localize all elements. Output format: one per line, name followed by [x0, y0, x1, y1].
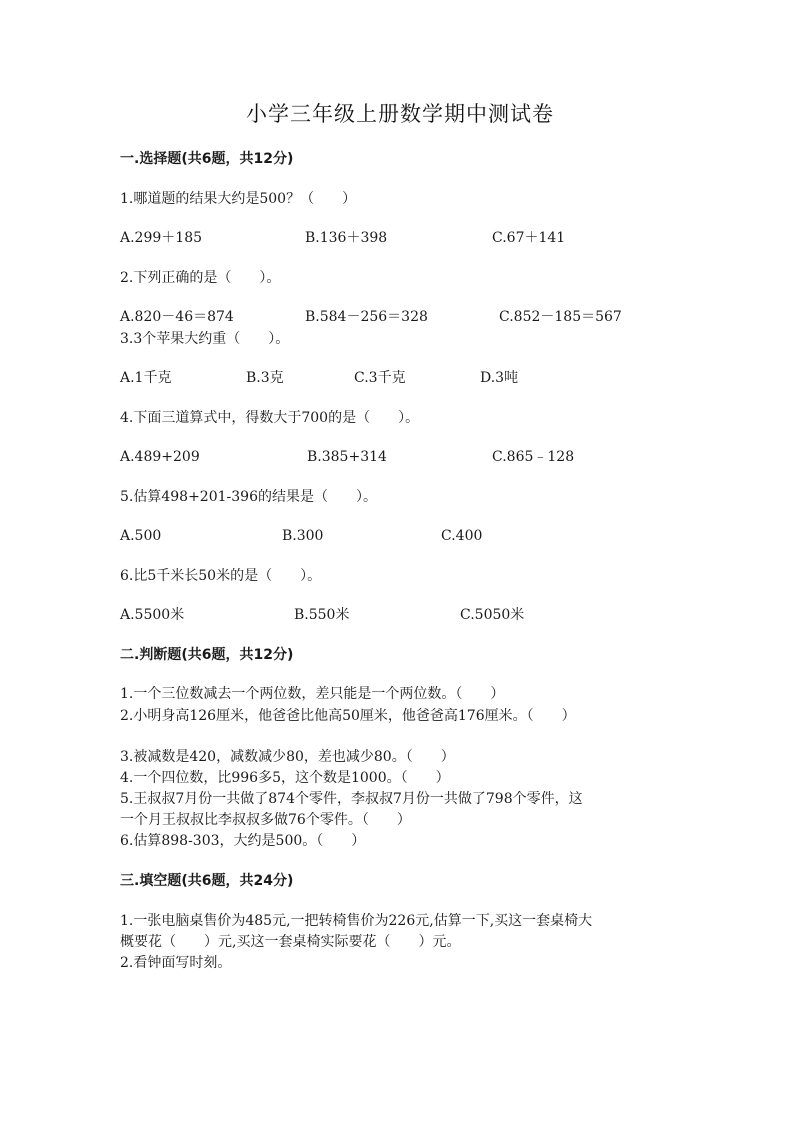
fill-line: 概要花（ ）元,买这一套桌椅实际要花（ ）元。 — [120, 934, 461, 950]
option-b: B.3克 — [246, 370, 284, 386]
option-c: C.400 — [441, 528, 483, 544]
option-c: C.67＋141 — [492, 230, 566, 246]
option-c: C.865﹣128 — [492, 449, 575, 465]
statement-line: 一个月王叔叔比李叔叔多做76个零件。（ ） — [120, 812, 411, 828]
section-heading-choice: 一.选择题(共6题，共12分) — [120, 151, 294, 167]
option-a: A.489+209 — [120, 449, 200, 465]
question-text: 4.下面三道算式中，得数大于700的是（ ）。 — [120, 410, 420, 426]
statement-line: 5.王叔叔7月份一共做了874个零件，李叔叔7月份一共做了798个零件，这 — [120, 791, 583, 807]
statement-line: 2.小明身高126厘米，他爸爸比他高50厘米，他爸爸高176厘米。（ ） — [120, 708, 576, 724]
option-d: D.3吨 — [480, 370, 519, 386]
option-c: C.3千克 — [354, 370, 406, 386]
page-title: 小学三年级上册数学期中测试卷 — [246, 102, 554, 126]
option-b: B.385+314 — [307, 449, 387, 465]
fill-line: 2.看钟面写时刻。 — [120, 955, 232, 971]
option-c: C.5050米 — [460, 607, 525, 623]
question-text: 6.比5千米长50米的是（ ）。 — [120, 568, 322, 584]
question-text: 2.下列正确的是（ ）。 — [120, 270, 281, 286]
option-b: B.136＋398 — [305, 230, 388, 246]
option-b: B.300 — [282, 528, 324, 544]
option-a: A.1千克 — [120, 370, 172, 386]
statement-line: 6.估算898-303，大约是500。（ ） — [120, 833, 366, 849]
question-text: 3.3个苹果大约重（ ）。 — [120, 331, 290, 347]
question-text: 1.哪道题的结果大约是500？（ ） — [120, 191, 357, 207]
question-text: 5.估算498+201-396的结果是（ ）。 — [120, 489, 377, 505]
fill-line: 1.一张电脑桌售价为485元,一把转椅售价为226元,估算一下,买这一套桌椅大 — [120, 913, 593, 929]
statement-line: 4.一个四位数，比996多5，这个数是1000。（ ） — [120, 770, 450, 786]
option-a: A.820－46＝874 — [120, 309, 234, 325]
option-b: B.550米 — [294, 607, 350, 623]
option-a: A.5500米 — [120, 607, 185, 623]
option-a: A.299＋185 — [120, 230, 203, 246]
option-a: A.500 — [120, 528, 162, 544]
option-b: B.584－256＝328 — [305, 309, 428, 325]
section-heading-fill: 三.填空题(共6题，共24分) — [120, 873, 294, 889]
statement-line: 1.一个三位数减去一个两位数，差只能是一个两位数。（ ） — [120, 686, 505, 702]
statement-line: 3.被减数是420，减数减少80，差也减少80。（ ） — [120, 749, 455, 765]
option-c: C.852－185＝567 — [499, 309, 622, 325]
section-heading-judge: 二.判断题(共6题，共12分) — [120, 647, 294, 663]
